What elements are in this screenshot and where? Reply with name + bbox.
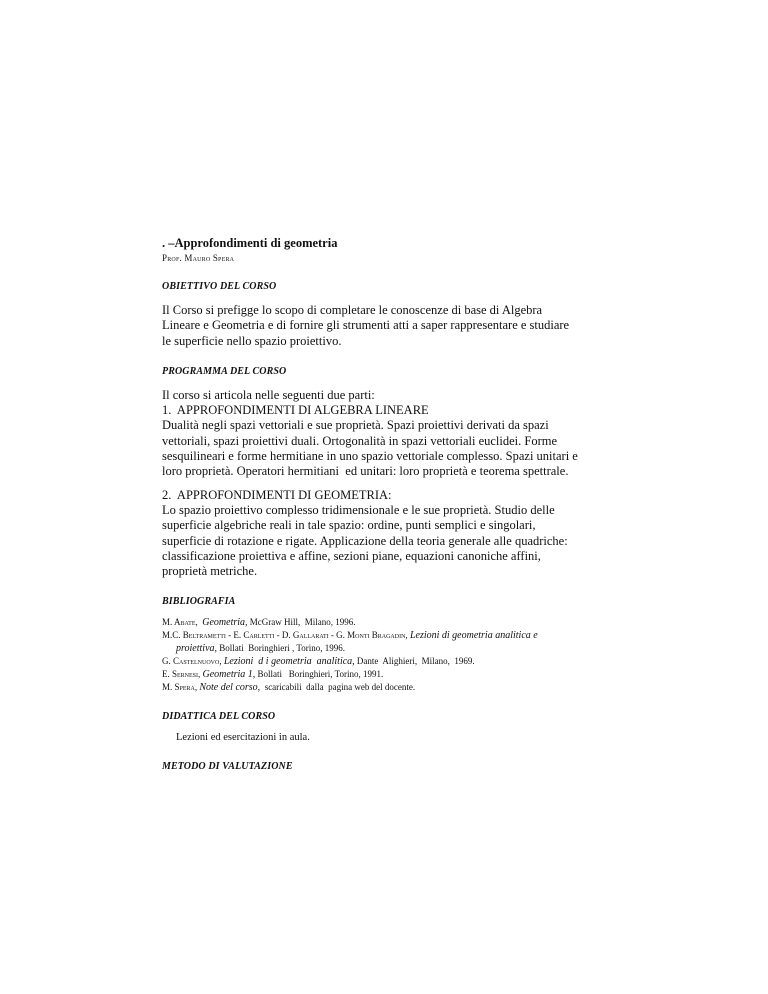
bib-authors: M.C. Beltrametti - E. Carletti - D. Gallarati - G. Monti Bragadin, bbox=[162, 630, 408, 641]
professor-name: Prof. Mauro Spera bbox=[162, 253, 235, 263]
text-line: 1. APPROFONDIMENTI DI ALGEBRA LINEARE bbox=[162, 403, 429, 418]
text-line: 2. APPROFONDIMENTI DI GEOMETRIA: bbox=[162, 487, 392, 502]
text-line: Il corso si articola nelle seguenti due parti: bbox=[162, 387, 375, 402]
bib-title: Geometria 1, bbox=[202, 669, 256, 681]
bib-rest: McGraw Hill, Milano, 1996. bbox=[249, 617, 356, 628]
text-line: Dualità negli spazi vettoriali e sue proprietà. Spazi proiettivi derivati da spazi bbox=[162, 418, 549, 433]
bibliography-entry bbox=[162, 681, 602, 694]
text-line: le superficie nello spazio proiettivo. bbox=[162, 333, 342, 348]
bib-title: proiettiva, bbox=[176, 643, 218, 655]
bib-rest: scaricabili dalla pagina web del docente. bbox=[264, 682, 416, 693]
bibliography-entry bbox=[162, 629, 602, 642]
bib-rest: Dante Alighieri, Milano, 1969. bbox=[356, 656, 475, 667]
text-line: classificazione proiettiva e affine, sezioni piane, equazioni canoniche affini, bbox=[162, 548, 541, 563]
text-line: Il Corso si prefigge lo scopo di completare le conoscenze di base di Algebra bbox=[162, 303, 543, 317]
section-heading-didattica: DIDATTICA DEL CORSO bbox=[162, 711, 276, 723]
section-heading-metodo: METODO DI VALUTAZIONE bbox=[162, 761, 293, 773]
text-line: Lo spazio proiettivo complesso tridimensionale e le sue proprietà. Studio delle bbox=[162, 502, 555, 517]
text-line: sesquilineari e forme hermitiane in uno spazio vettoriale complesso. Spazi unitari e bbox=[162, 449, 578, 464]
didattica-text: Lezioni ed esercitazioni in aula. bbox=[176, 732, 310, 744]
section-heading-obiettivo: OBIETTIVO DEL CORSO bbox=[162, 281, 277, 292]
text-line: superficie di rotazione e rigate. Applicazione della teoria generale alle quadriche: bbox=[162, 533, 568, 548]
programma-part1 bbox=[162, 388, 602, 480]
bibliography-entry-continued bbox=[162, 642, 602, 655]
programma-part2 bbox=[162, 488, 602, 580]
section-heading-bibliografia: BIBLIOGRAFIA bbox=[162, 596, 236, 608]
bib-rest: Bollati Boringhieri, Torino, 1991. bbox=[257, 669, 384, 680]
text-line: Lineare e Geometria e di fornire gli strumenti atti a saper rappresentare e studiare bbox=[162, 318, 570, 333]
bib-title: Lezioni di geometria analitica e bbox=[409, 630, 538, 642]
bib-authors: G. Castelnuovo, bbox=[162, 656, 222, 667]
section-heading-programma: PROGRAMMA DEL CORSO bbox=[162, 365, 287, 377]
text-line: loro proprietà. Operatori hermitiani ed unitari: loro proprietà e teorema spettrale. bbox=[162, 464, 569, 479]
bib-authors: M. Abate, bbox=[162, 617, 198, 628]
bibliography-entry bbox=[162, 616, 602, 629]
course-title: . –Approfondimenti di geometria bbox=[162, 236, 338, 250]
obiettivo-text bbox=[162, 303, 602, 349]
bibliography-entry bbox=[162, 668, 602, 681]
bibliography-list bbox=[162, 616, 602, 694]
text-line: vettoriali, spazi proiettivi duali. Ortogonalità in spazi vettoriali euclidei. Forme bbox=[162, 433, 558, 448]
bib-authors: E. Sernesi, bbox=[162, 669, 201, 680]
bibliography-entry bbox=[162, 655, 602, 668]
bib-rest: Bollati Boringhieri , Torino, 1996. bbox=[219, 643, 345, 654]
bib-title: Geometria, bbox=[202, 617, 248, 629]
bib-title: Lezioni d i geometria analitica, bbox=[223, 656, 355, 668]
document-page bbox=[162, 236, 602, 773]
text-line: proprietà metriche. bbox=[162, 564, 258, 579]
text-line: superficie algebriche reali in tale spazio: ordine, punti semplici e singolari, bbox=[162, 518, 536, 533]
bib-title: Note del corso, bbox=[199, 682, 261, 694]
bib-authors: M. Spera, bbox=[162, 682, 198, 693]
